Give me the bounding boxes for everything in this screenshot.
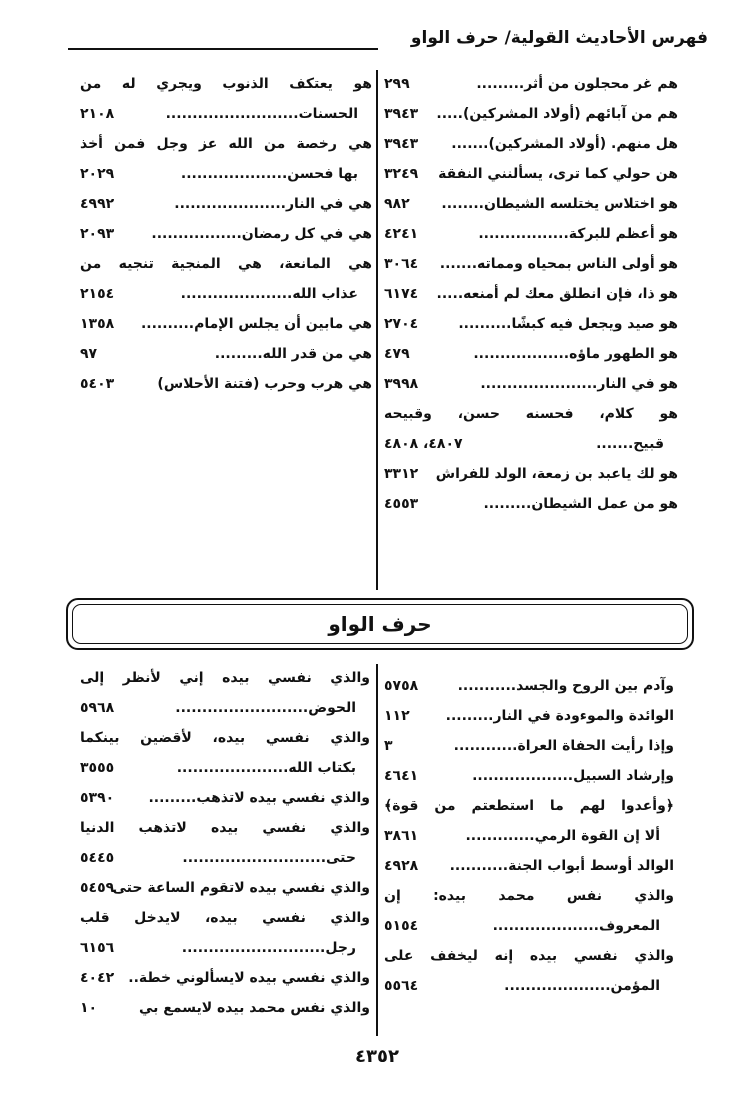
entry-text: رجل........................... (181, 940, 356, 956)
entry-text: هم غر محجلون من أثر......... (476, 76, 678, 92)
entry-text: هو في النار...................... (480, 376, 678, 392)
index-entry (80, 670, 370, 700)
page-header (68, 28, 708, 56)
entry-text: والذي نفسي بيده إني لأنظر إلى (80, 670, 370, 686)
entry-text: هي مابين أن يجلس الإمام.......... (140, 316, 372, 332)
index-entry (80, 760, 370, 790)
entry-text: والذي نفسي بيده، لايدخل قلب (80, 910, 370, 926)
entry-text: عذاب الله..................... (180, 286, 358, 302)
entry-number: ٥٣٩٠ (80, 790, 115, 806)
header-rule (68, 48, 378, 50)
entry-number: ٦١٥٦ (80, 940, 115, 956)
entry-text: وإذا رأيت الحفاة العراة............ (453, 738, 674, 754)
section-banner (66, 598, 694, 650)
entry-text: قبيح....... (596, 436, 664, 452)
index-entry (80, 256, 372, 286)
index-entry (80, 316, 372, 346)
bottom-left-column (80, 670, 370, 1030)
index-entry (384, 738, 674, 768)
entry-text: هي المانعة، هي المنجية تنجيه من (80, 256, 372, 272)
section-banner-title: حرف الواو (72, 604, 688, 644)
index-entry (384, 678, 674, 708)
entry-text: هو صيد ويجعل فيه كبشًا.......... (458, 316, 678, 332)
entry-text: هو من عمل الشيطان......... (483, 496, 678, 512)
index-entry (80, 376, 372, 406)
index-entry (80, 346, 372, 376)
index-entry (80, 970, 370, 1000)
entry-text: والذي نفس محمد بيده لايسمع بي (138, 1000, 370, 1016)
index-entry (384, 406, 678, 436)
index-entry (384, 436, 678, 466)
entry-text: والذي نفسي بيده، لأقضين بينكما (80, 730, 370, 746)
index-entry (80, 820, 370, 850)
entry-number: ٣٩٩٨ (384, 376, 419, 392)
index-entry (384, 286, 678, 316)
entry-number: ٥١٥٤ (384, 918, 419, 934)
index-entry (384, 316, 678, 346)
entry-number: ٣٢٤٩ (384, 166, 419, 182)
entry-number: ٤٦٤١ (384, 768, 419, 784)
entry-number: ٤٩٩٢ (80, 196, 115, 212)
header-title: فهرس الأحاديث القولية/ حرف الواو (410, 28, 708, 48)
index-entry (384, 346, 678, 376)
entry-number: ٩٨٢ (384, 196, 410, 212)
entry-number: ٦١٧٤ (384, 286, 419, 302)
entry-number: ٢٠٢٩ (80, 166, 115, 182)
index-entry (80, 136, 372, 166)
entry-number: ٢١٠٨ (80, 106, 115, 122)
entry-text: هو ذا، فإن انطلق معك لم أمنعه..... (436, 286, 678, 302)
index-entry (384, 166, 678, 196)
entry-text: ألا إن القوة الرمي............. (465, 828, 660, 844)
page-number: ٤٣٥٢ (355, 1046, 399, 1067)
entry-number: ١٣٥٨ (80, 316, 115, 332)
entry-text: هي هرب وحرب (فتنة الأحلاس) (157, 376, 372, 392)
entry-number: ٤٧٩ (384, 346, 410, 362)
index-entry (80, 1000, 370, 1030)
index-entry (384, 798, 674, 828)
entry-text: وإرشاد السبيل................... (472, 768, 674, 784)
entry-text: حتى........................... (182, 850, 356, 866)
index-entry (384, 918, 674, 948)
entry-text: هو أعظم للبركة................. (478, 226, 678, 242)
entry-text: هو الطهور ماؤه.................. (473, 346, 678, 362)
entry-number: ٢١٥٤ (80, 286, 115, 302)
index-entry (384, 768, 674, 798)
index-entry (384, 76, 678, 106)
index-entry (384, 858, 674, 888)
entry-text: والذي نفسي بيده لاتذهب......... (148, 790, 370, 806)
index-entry (80, 166, 372, 196)
index-entry (384, 708, 674, 738)
entry-text: هي من قدر الله......... (214, 346, 372, 362)
entry-text: بكتاب الله..................... (176, 760, 356, 776)
entry-text: الحسنات......................... (165, 106, 358, 122)
entry-text: هو اختلاس يختلسه الشيطان........ (441, 196, 678, 212)
index-entry (80, 106, 372, 136)
entry-text: الحوض......................... (175, 700, 356, 716)
entry-number: ٢٠٩٣ (80, 226, 115, 242)
top-right-column (384, 76, 678, 546)
entry-text: والذي نفس محمد بيده: إن (384, 888, 674, 904)
top-column-divider (376, 70, 378, 590)
entry-text: والذي نفسي بيده لايسألوني خطة.. (128, 970, 370, 986)
index-entry (80, 910, 370, 940)
entry-text: وآدم بين الروح والجسد........... (457, 678, 674, 694)
entry-number: ٤٢٤١ (384, 226, 419, 242)
entry-text: هو يعتكف الذنوب ويجري له من (80, 76, 372, 92)
index-entry (80, 196, 372, 226)
index-entry (80, 286, 372, 316)
bottom-right-column (384, 678, 674, 1028)
index-entry (80, 940, 370, 970)
index-entry (384, 196, 678, 226)
entry-number: ٥٤٠٣ (80, 376, 115, 392)
entry-text: الوائدة والموءودة في النار......... (445, 708, 674, 724)
entry-number: ٣٣١٢ (384, 466, 419, 482)
index-entry (80, 226, 372, 256)
entry-number: ٩٧ (80, 346, 98, 362)
entry-text: هو أولى الناس بمحياه ومماته....... (439, 256, 678, 272)
entry-text: هل منهم. (أولاد المشركين)....... (451, 136, 678, 152)
entry-text: هن حولي كما ترى، يسألنني النفقة (438, 166, 678, 182)
entry-number: ٣٩٤٣ (384, 136, 419, 152)
index-entry (80, 76, 372, 106)
entry-text: هي رخصة من الله عز وجل فمن أخذ (80, 136, 372, 152)
entry-number: ٢٧٠٤ (384, 316, 419, 332)
entry-text: هي في كل رمضان................. (151, 226, 372, 242)
bottom-column-divider (376, 664, 378, 1036)
entry-text: هو كلام، فحسنه حسن، وقبيحه (384, 406, 678, 422)
entry-text: المؤمن.................... (504, 978, 660, 994)
entry-number: ٥٩٦٨ (80, 700, 115, 716)
index-entry (80, 790, 370, 820)
index-entry (80, 880, 370, 910)
entry-number: ٤٩٢٨ (384, 858, 419, 874)
entry-text: والذي نفسي بيده لاتذهب الدنيا (80, 820, 370, 836)
index-entry (80, 850, 370, 880)
index-entry (384, 226, 678, 256)
entry-number: ٥٧٥٨ (384, 678, 419, 694)
entry-text: بها فحسن.................... (180, 166, 358, 182)
index-entry (384, 106, 678, 136)
entry-number: ٤٨٠٧، ٤٨٠٨ (384, 436, 463, 452)
entry-number: ١٠ (80, 1000, 98, 1016)
entry-number: ٣٩٤٣ (384, 106, 419, 122)
entry-number: ٥٥٦٤ (384, 978, 419, 994)
entry-number: ٣ (384, 738, 393, 754)
entry-number: ٣٥٥٥ (80, 760, 115, 776)
top-left-column (80, 76, 372, 446)
entry-text: المعروف.................... (492, 918, 660, 934)
index-entry (384, 376, 678, 406)
entry-number: ٣٠٦٤ (384, 256, 419, 272)
entry-text: الوالد أوسط أبواب الجنة........... (449, 858, 674, 874)
entry-number: ٥٤٥٩ (80, 880, 115, 896)
entry-number: ١١٢ (384, 708, 410, 724)
index-entry (384, 828, 674, 858)
index-entry (384, 136, 678, 166)
entry-text: هي في النار..................... (174, 196, 372, 212)
index-entry (384, 496, 678, 526)
entry-text: هم من آبائهم (أولاد المشركين)..... (436, 106, 678, 122)
entry-number: ٤٥٥٣ (384, 496, 419, 512)
entry-text: هو لك ياعبد بن زمعة، الولد للفراش (435, 466, 678, 482)
entry-number: ٥٤٤٥ (80, 850, 115, 866)
index-entry (384, 978, 674, 1008)
entry-text: ﴿وأعدوا لهم ما استطعتم من قوة﴾ (384, 798, 674, 814)
index-entry (384, 948, 674, 978)
index-entry (384, 888, 674, 918)
index-entry (80, 730, 370, 760)
entry-text: والذي نفسي بيده إنه ليخفف على (384, 948, 674, 964)
index-entry (384, 466, 678, 496)
entry-number: ٤٠٤٢ (80, 970, 115, 986)
entry-number: ٣٨٦١ (384, 828, 419, 844)
index-entry (80, 700, 370, 730)
entry-number: ٢٩٩ (384, 76, 410, 92)
index-entry (384, 256, 678, 286)
entry-text: والذي نفسي بيده لاتقوم الساعة حتى (112, 880, 370, 896)
